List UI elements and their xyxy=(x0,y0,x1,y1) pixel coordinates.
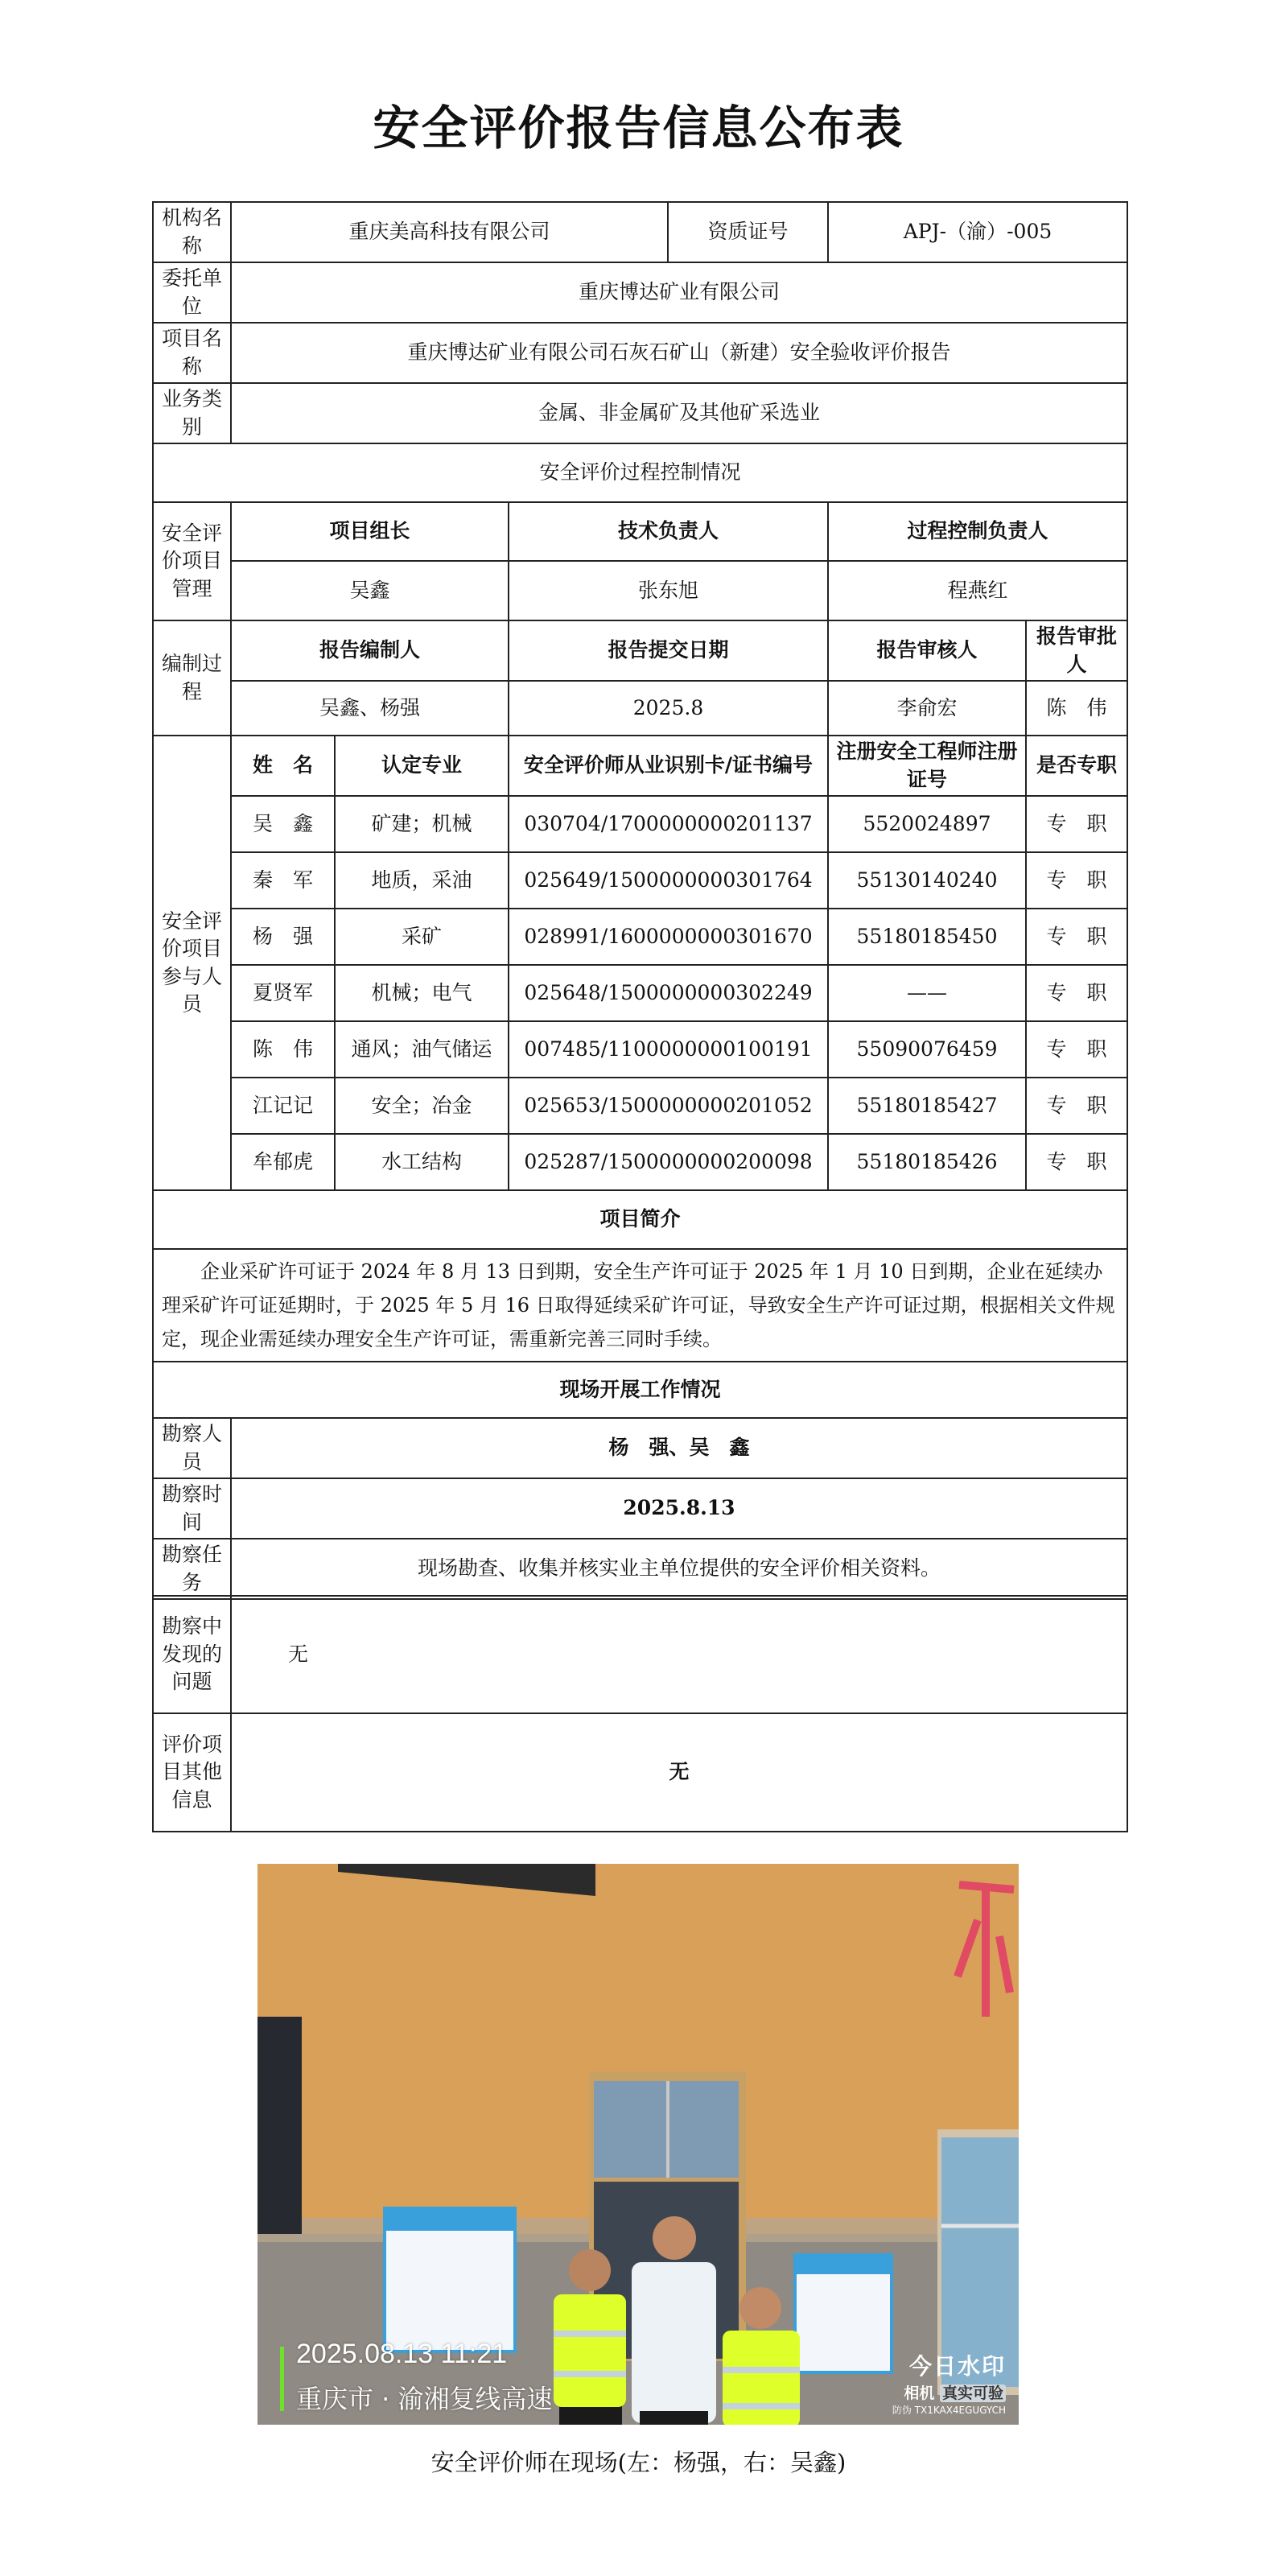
person-reg: 55130140240 xyxy=(828,852,1026,909)
personnel-header-fulltime: 是否专职 xyxy=(1026,736,1127,796)
management-value: 吴鑫 xyxy=(231,561,509,620)
person-reg: 55180185450 xyxy=(828,909,1026,965)
person-cert: 025649/1500000000301764 xyxy=(509,852,828,909)
site-title: 现场开展工作情况 xyxy=(153,1362,1127,1418)
watermark-brand-name: 今日水印 xyxy=(908,2353,1006,2380)
issues-value: 无 xyxy=(231,1596,1127,1713)
cert-label: 资质证号 xyxy=(668,202,828,262)
personnel-header-cert: 安全评价师从业识别卡/证书编号 xyxy=(509,736,828,796)
project-row xyxy=(153,323,1127,383)
personnel-row xyxy=(153,852,1127,909)
surveyors-label: 勘察人员 xyxy=(153,1418,231,1478)
survey-task-label: 勘察任务 xyxy=(153,1539,231,1599)
watermark-anti-fake-code: 防伪 TX1KAX4EGUGYCH xyxy=(892,2405,1006,2416)
personnel-row xyxy=(153,909,1127,965)
watermark-timestamp: 2025.08.13 11:21 xyxy=(296,2339,508,2369)
person-name: 陈 伟 xyxy=(231,1021,335,1078)
editing-header: 报告审批人 xyxy=(1026,620,1127,681)
surveyors-value: 杨 强、吴 鑫 xyxy=(231,1418,1127,1478)
issues-row xyxy=(153,1596,1127,1713)
client-label: 委托单位 xyxy=(153,262,231,323)
site-photo xyxy=(257,1864,1019,2425)
personnel-row xyxy=(153,1134,1127,1190)
personnel-row xyxy=(153,1078,1127,1134)
watermark-verify-badge: 真实可验 xyxy=(940,2384,1006,2402)
editing-header-row xyxy=(153,620,1127,681)
person-specialty: 水工结构 xyxy=(335,1134,509,1190)
person-cert: 030704/1700000000201137 xyxy=(509,796,828,852)
person-reg: 55180185427 xyxy=(828,1078,1026,1134)
person-specialty: 采矿 xyxy=(335,909,509,965)
survey-time-label: 勘察时间 xyxy=(153,1478,231,1539)
personnel-row xyxy=(153,965,1127,1021)
watermark-brand-line2 xyxy=(892,2381,1006,2403)
issues-label: 勘察中发现的问题 xyxy=(153,1596,231,1713)
person-fulltime: 专 职 xyxy=(1026,909,1127,965)
person-fulltime: 专 职 xyxy=(1026,965,1127,1021)
person-name: 牟郁虎 xyxy=(231,1134,335,1190)
personnel-row xyxy=(153,796,1127,852)
watermark-camera-label: 相机 xyxy=(904,2384,935,2402)
other-row xyxy=(153,1713,1127,1832)
person-fulltime: 专 职 xyxy=(1026,1134,1127,1190)
page-title: 安全评价报告信息公布表 xyxy=(373,101,904,155)
business-label: 业务类别 xyxy=(153,383,231,443)
personnel-row xyxy=(153,1021,1127,1078)
person-name: 吴 鑫 xyxy=(231,796,335,852)
management-header: 过程控制负责人 xyxy=(828,502,1127,561)
editing-header: 报告审核人 xyxy=(828,620,1026,681)
editing-value: 陈 伟 xyxy=(1026,681,1127,736)
person-specialty: 安全；冶金 xyxy=(335,1078,509,1134)
management-label: 安全评价项目管理 xyxy=(153,502,231,620)
personnel-header-row xyxy=(153,736,1127,796)
editing-label: 编制过程 xyxy=(153,620,231,736)
extra-table xyxy=(152,1595,1128,1832)
cert-value: APJ-（渝）-005 xyxy=(828,202,1127,262)
personnel-header-specialty: 认定专业 xyxy=(335,736,509,796)
person-reg: 5520024897 xyxy=(828,796,1026,852)
personnel-header-name: 姓 名 xyxy=(231,736,335,796)
business-value: 金属、非金属矿及其他矿采选业 xyxy=(231,383,1127,443)
editing-value: 2025.8 xyxy=(509,681,828,736)
client-row xyxy=(153,262,1127,323)
project-value: 重庆博达矿业有限公司石灰石矿山（新建）安全验收评价报告 xyxy=(231,323,1127,383)
org-value: 重庆美高科技有限公司 xyxy=(231,202,668,262)
other-label: 评价项目其他信息 xyxy=(153,1713,231,1832)
person-fulltime: 专 职 xyxy=(1026,1021,1127,1078)
person-cert: 025287/1500000000200098 xyxy=(509,1134,828,1190)
org-row xyxy=(153,202,1127,262)
person-name: 夏贤军 xyxy=(231,965,335,1021)
management-value-row xyxy=(153,561,1127,620)
person-reg: 55090076459 xyxy=(828,1021,1026,1078)
process-section-title: 安全评价过程控制情况 xyxy=(153,443,1127,502)
summary-text: 企业采矿许可证于 2024 年 8 月 13 日到期，安全生产许可证于 2025 年 1 月 10 日到期，企业在延续办理采矿许可证延期时，于 2025 年 5 月 16 日取得延续采矿许可证，导致安全生产许可证过期，根据相关文件规定，现企业需延续办理安全生产许可证，需重新完善三同时手续。 xyxy=(153,1249,1127,1362)
editing-value: 吴鑫、杨强 xyxy=(231,681,509,736)
person-fulltime: 专 职 xyxy=(1026,852,1127,909)
person-name: 杨 强 xyxy=(231,909,335,965)
person-name: 江记记 xyxy=(231,1078,335,1134)
management-header-row xyxy=(153,502,1127,561)
personnel-header-reg: 注册安全工程师注册证号 xyxy=(828,736,1026,796)
person-cert: 007485/1100000000100191 xyxy=(509,1021,828,1078)
org-label: 机构名称 xyxy=(153,202,231,262)
person-specialty: 通风；油气储运 xyxy=(335,1021,509,1078)
other-value: 无 xyxy=(231,1713,1127,1832)
person-cert: 025653/1500000000201052 xyxy=(509,1078,828,1134)
editing-value: 李俞宏 xyxy=(828,681,1026,736)
project-label: 项目名称 xyxy=(153,323,231,383)
person-specialty: 矿建；机械 xyxy=(335,796,509,852)
editing-header: 报告编制人 xyxy=(231,620,509,681)
management-header: 项目组长 xyxy=(231,502,509,561)
site-title-row xyxy=(153,1362,1127,1418)
person-cert: 025648/1500000000302249 xyxy=(509,965,828,1021)
survey-task-value: 现场勘查、收集并核实业主单位提供的安全评价相关资料。 xyxy=(231,1539,1127,1599)
management-header: 技术负责人 xyxy=(509,502,828,561)
watermark-accent-bar xyxy=(280,2347,284,2411)
person-name: 秦 军 xyxy=(231,852,335,909)
watermark-brand xyxy=(892,2349,1006,2417)
business-row xyxy=(153,383,1127,443)
client-value: 重庆博达矿业有限公司 xyxy=(231,262,1127,323)
person-specialty: 机械；电气 xyxy=(335,965,509,1021)
survey-task-row xyxy=(153,1539,1127,1599)
surveyors-row xyxy=(153,1418,1127,1478)
summary-title-row xyxy=(153,1190,1127,1249)
person-reg: —— xyxy=(828,965,1026,1021)
person-cert: 028991/1600000000301670 xyxy=(509,909,828,965)
info-table xyxy=(152,201,1128,1600)
doorway xyxy=(257,2017,302,2234)
management-value: 张东旭 xyxy=(509,561,828,620)
process-section-row xyxy=(153,443,1127,502)
management-value: 程燕红 xyxy=(828,561,1127,620)
summary-title: 项目简介 xyxy=(153,1190,1127,1249)
editing-header: 报告提交日期 xyxy=(509,620,828,681)
survey-time-value: 2025.8.13 xyxy=(231,1478,1127,1539)
photo-caption: 安全评价师在现场(左：杨强，右：吴鑫) xyxy=(430,2449,847,2476)
person-specialty: 地质，采油 xyxy=(335,852,509,909)
person-reg: 55180185426 xyxy=(828,1134,1026,1190)
personnel-label: 安全评价项目参与人员 xyxy=(153,736,231,1190)
person-fulltime: 专 职 xyxy=(1026,1078,1127,1134)
watermark-location: 重庆市 · 渝湘复线高速 xyxy=(296,2384,553,2414)
person-fulltime: 专 职 xyxy=(1026,796,1127,852)
survey-time-row xyxy=(153,1478,1127,1539)
editing-value-row xyxy=(153,681,1127,736)
summary-text-row xyxy=(153,1249,1127,1362)
